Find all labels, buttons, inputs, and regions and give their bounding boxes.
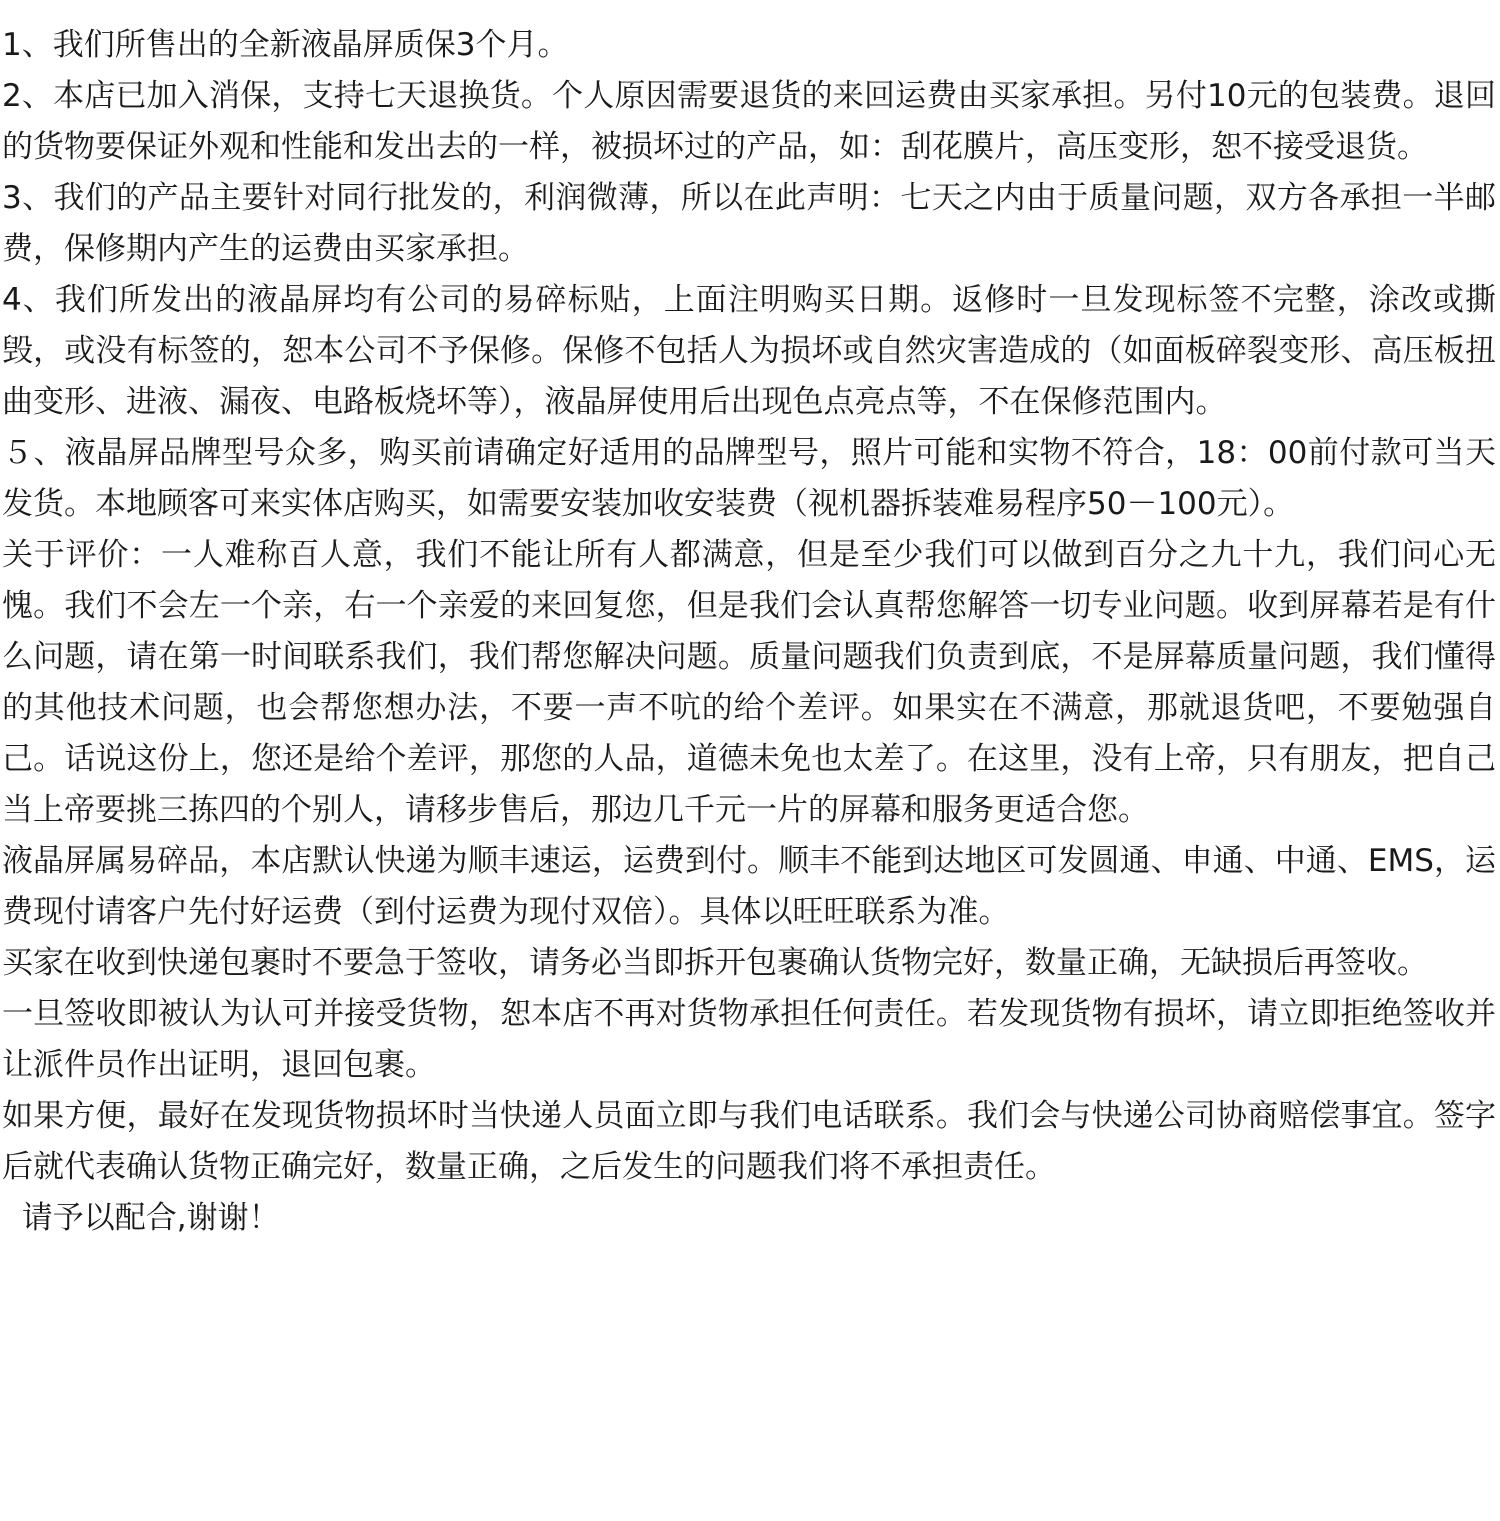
clause-repair-label: 4、我们所发出的液晶屏均有公司的易碎标贴，上面注明购买日期。返修时一旦发现标签不完整，涂改或撕毁，或没有标签的，恕本公司不予保修。保修不包括人为损坏或自然灾害造成的（如面板碎裂变形、高压板扭曲变形、进液、漏夜、电路板烧坏等），液晶屏使用后出现色点亮点等，不在保修范围内。 [2, 282, 1496, 420]
clause-model-and-install: ５、液晶屏品牌型号众多，购买前请确定好适用的品牌型号，照片可能和实物不符合，18：00前付款可当天发货。本地顾客可来实体店购买，如需要安装加收安装费（视机器拆装难易程序50－100元）。 [2, 435, 1496, 522]
paragraph-after-signing: 一旦签收即被认为认可并接受货物，恕本店不再对货物承担任何责任。若发现货物有损坏，请立即拒绝签收并让派件员作出证明，退回包裹。 [2, 996, 1496, 1083]
clause-returns: 2、本店已加入消保，支持七天退换货。个人原因需要退货的来回运费由买家承担。另付10元的包装费。退回的货物要保证外观和性能和发出去的一样，被损坏过的产品，如：刮花膜片，高压变形，恕不接受退货。 [2, 78, 1496, 165]
paragraph-damage-contact: 如果方便，最好在发现货物损坏时当快递人员面立即与我们电话联系。我们会与快递公司协商赔偿事宜。签字后就代表确认货物正确完好，数量正确，之后发生的问题我们将不承担责任。 [2, 1098, 1496, 1185]
paragraph-reviews: 关于评价：一人难称百人意，我们不能让所有人都满意，但是至少我们可以做到百分之九十九，我们问心无愧。我们不会左一个亲，右一个亲爱的来回复您，但是我们会认真帮您解答一切专业问题。收到屏幕若是有什么问题，请在第一时间联系我们，我们帮您解决问题。质量问题我们负责到底，不是屏幕质量问题，我们懂得的其他技术问题，也会帮您想办法，不要一声不吭的给个差评。如果实在不满意，那就退货吧，不要勉强自己。话说这份上，您还是给个差评，那您的人品，道德未免也太差了。在这里，没有上帝，只有朋友，把自己当上帝要挑三拣四的个别人，请移步售后，那边几千元一片的屏幕和服务更适合您。 [2, 537, 1496, 828]
clause-shipping-cost: 3、我们的产品主要针对同行批发的，利润微薄，所以在此声明：七天之内由于质量问题，双方各承担一半邮费，保修期内产生的运费由买家承担。 [2, 180, 1496, 267]
policy-document [2, 20, 1496, 1244]
closing-thanks: 请予以配合,谢谢！ [2, 1200, 280, 1236]
paragraph-inspect-before-signing: 买家在收到快递包裹时不要急于签收，请务必当即拆开包裹确认货物完好，数量正确，无缺损后再签收。 [2, 945, 1428, 981]
clause-warranty: 1、我们所售出的全新液晶屏质保3个月。 [2, 27, 569, 63]
paragraph-courier: 液晶屏属易碎品，本店默认快递为顺丰速运，运费到付。顺丰不能到达地区可发圆通、申通、中通、EMS，运费现付请客户先付好运费（到付运费为现付双倍）。具体以旺旺联系为准。 [2, 843, 1496, 930]
